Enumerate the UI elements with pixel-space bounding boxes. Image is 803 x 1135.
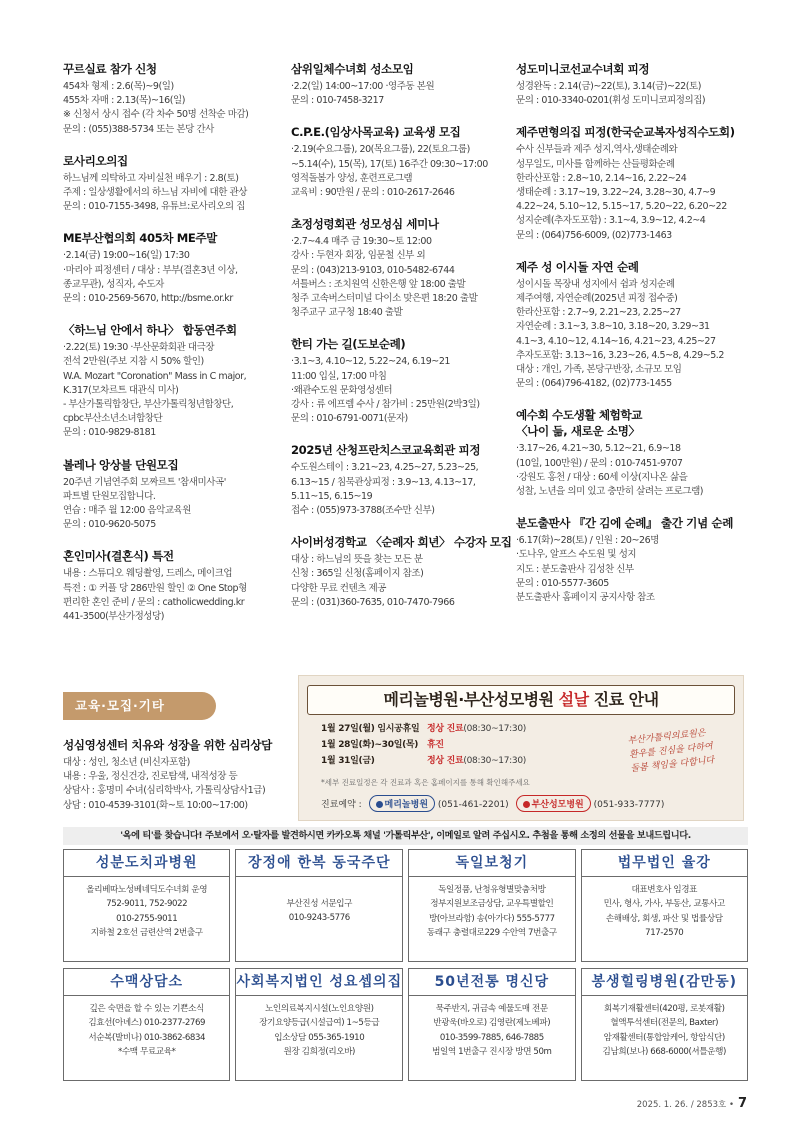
notice-title: 제주 성 이시돌 자연 순례 [516, 259, 639, 274]
business-ad-card [408, 849, 575, 962]
notice-line: 문의 : (064)796-4182, (02)773-1455 [516, 378, 672, 390]
notice-line: 특전 : ① 커플 당 286만원 할인 ② One Stop형 [63, 582, 247, 594]
card-line: 장기요양등급(시설급여) 1~5등급 [259, 1018, 380, 1029]
notice-line: 수도원스테이 : 3.21~23, 4.25~27, 5.23~25, [291, 462, 479, 474]
notice-line: 상담 : 010-4539-3101(화~토 10:00~17:00) [63, 799, 248, 811]
notice-line: 문의 : 010-7155-3498, 유튜브:로사리오의 집 [63, 201, 245, 213]
col1-notice-5 [63, 549, 279, 624]
col1-notice-2 [63, 231, 279, 306]
business-ad-card [63, 849, 230, 962]
col3-notice-4 [516, 516, 748, 605]
card-divider [409, 876, 574, 877]
notice-line: 4.1~3, 4.10~12, 4.14~16, 4.21~23, 4.25~27 [516, 335, 716, 347]
busan-st-mary-logo: 부산성모병원 [516, 795, 591, 812]
notice-line: 수사 신부들과 제주 성지,역사,생태순례와 [516, 144, 678, 156]
card-name: 사회복지법인 성요셉의집 [236, 974, 403, 990]
card-line: 대표변호사 임경표 [631, 885, 698, 895]
card-line: 김남희(보나) 668-6000(셔틀운행) [602, 1046, 726, 1057]
business-ad-card [63, 968, 230, 1081]
notice-line: 주제 : 일상생활에서의 하느님 자비에 대한 관상 [63, 187, 247, 199]
card-body [582, 1002, 747, 1059]
notice-line: 4.22~24, 5.10~12, 5.15~17, 5.20~22, 6.20~22 [516, 201, 727, 213]
business-ad-card [235, 968, 403, 1081]
card-line: 올리베따노성베네딕도수녀회 운영 [86, 885, 208, 895]
notice-line: ·왜관수도원 문화영성센터 [291, 384, 393, 396]
notice-line: 청주교구 교구청 18:40 출발 [291, 307, 403, 319]
card-line: 손해배상, 회생, 파산 및 법률상담 [605, 913, 723, 924]
card-body [64, 883, 229, 940]
ad-row: 1월 27일(월) 임시공휴일 정상 진료(08:30~17:30) [321, 724, 526, 734]
card-divider [582, 876, 747, 877]
notice-line: 문의 : 010-5577-3605 [516, 577, 609, 589]
notice-title: 성도미니코선교수녀회 피정 [516, 62, 650, 76]
notice-subtitle: 〈나이 듦, 새로운 소명〉 [516, 424, 640, 439]
notice-line: 문의 : (064)756-6009, (02)773-1463 [516, 229, 672, 241]
col1-notice-4 [63, 458, 279, 533]
card-line: 반광욱(바오로) 김영란(제노베파) [433, 1018, 551, 1029]
col3-notice-3 [516, 408, 748, 499]
notice-title: 꾸르실료 참가 신청 [63, 62, 157, 76]
notice-line: 문의 : 010-9829-8181 [63, 427, 156, 439]
ad-title: 메리놀병원·부산성모병원 설날 진료 안내 [307, 685, 735, 715]
card-line: 방(아브라함) 송(아가다) 555-5777 [428, 913, 555, 924]
notice-line: ·2.14(금) 19:00~16(일) 17:30 [63, 250, 190, 262]
card-line: 지하철 2호선 금련산역 2번출구 [90, 927, 203, 938]
notice-line: ·3.17~26, 4.21~30, 5.12~21, 6.9~18 [516, 443, 681, 455]
notice-line: ·2.19(수요그룹), 20(목요그룹), 22(토요그룹) [291, 144, 470, 156]
notice-line: 20주년 기념연주회 모짜르트 '참새미사곡' [63, 476, 226, 488]
notice-line: 문의 : (043)213-9103, 010-5482-6744 [291, 264, 455, 276]
card-line: 민사, 형사, 가사, 부동산, 교통사고 [603, 899, 725, 910]
notice-title: 로사리오의집 [63, 153, 128, 168]
col3-notice-0 [516, 62, 748, 108]
card-divider [236, 876, 402, 877]
notice-line: 하느님께 의탁하고 자비실천 배우기 : 2.8(토) [63, 172, 239, 184]
notice-line: 대상 : 개인, 가족, 본당구반장, 소규모 모임 [516, 364, 682, 376]
notice-line: 접수 : (055)973-3788(조수만 신부) [291, 505, 435, 517]
notice-title: C.P.E.(임상사목교육) 교육생 모집 [291, 125, 461, 140]
card-name: 봉생힐링병원(감만동) [591, 974, 738, 990]
notice-line: 441-3500(부산가정성당) [63, 611, 165, 623]
card-name: 장정애 한복 동국주단 [248, 855, 391, 871]
column-2 [291, 62, 512, 627]
notice-title: 성심영성센터 치유와 성장을 위한 심리상담 [63, 738, 272, 752]
notice-line: 교육비 : 90만원 / 문의 : 010-2617-2646 [291, 187, 455, 199]
card-divider [64, 995, 229, 996]
card-line: 부산진성 서문입구 [286, 899, 353, 909]
notice-line: 455차 자매 : 2.13(목)~16(일) [63, 95, 185, 107]
notice-line: 연습 : 매주 월 12:00 음악교육원 [63, 505, 191, 517]
card-name: 수맥상담소 [110, 974, 184, 990]
maryknoll-logo: 메리놀병원 [369, 795, 435, 812]
notice-line: W.A. Mozart "Coronation" Mass in C major, [63, 370, 247, 382]
notice-line: ·마리아 피정센터 / 대상 : 부부(결혼3년 이상, [63, 264, 238, 276]
col2-notice-5 [291, 535, 512, 610]
notice-line: 지도 : 분도출판사 김성찬 신부 [516, 563, 634, 575]
notice-line: 자연순례 : 3.1~3, 3.8~10, 3.18~20, 3.29~31 [516, 321, 710, 333]
card-line: 원장 김희정(리오바) [283, 1046, 355, 1057]
notice-line: 성찰, 노년을 의미 있고 충만히 살려는 프로그램) [516, 486, 704, 498]
notice-line: 내용 : 우울, 정신건강, 진로탐색, 내적성장 등 [63, 771, 238, 783]
notice-title: 2025년 산청프란치스코교육회관 피정 [291, 443, 481, 458]
card-body [409, 883, 574, 940]
card-divider [64, 876, 229, 877]
notice-line: 대상 : 성인, 청소년 (비신자포함) [63, 757, 190, 768]
card-line: 암재활센터(통합암케어, 항암식단) [603, 1032, 725, 1043]
notice-line: ·2.22(토) 19:30 ·부산문화회관 대극장 [63, 342, 215, 354]
notice-mind-counseling [63, 738, 283, 813]
notice-line: 종교무관), 성직자, 수도자 [63, 278, 164, 290]
notice-line: 내용 : 스튜디오 웨딩촬영, 드레스, 메이크업 [63, 568, 233, 580]
notice-title: 초정성령회관 성모성심 세미나 [291, 217, 439, 232]
ad-row: 1월 28일(화)~30일(목) 휴진 [321, 740, 444, 750]
hospital-holiday-ad [298, 675, 744, 821]
col1-notice-1 [63, 154, 279, 215]
notice-title: 삼위일체수녀회 성소모임 [291, 62, 414, 76]
card-divider [582, 995, 747, 996]
col2-notice-1 [291, 125, 504, 200]
col2-notice-0 [291, 62, 504, 108]
column-1 [63, 62, 279, 641]
card-name: 성분도치과병원 [95, 855, 198, 871]
notice-line: 한라산포함 : 2.7~9, 2.21~23, 2.25~27 [516, 307, 681, 319]
page-number: 7 [737, 1096, 747, 1111]
notice-line: - 부산가톨릭합창단, 부산가톨릭청년합창단, [63, 399, 234, 411]
card-body [236, 1002, 402, 1059]
notice-line: 셔틀버스 : 조치원역 신한은행 앞 18:00 출발 [291, 278, 466, 290]
ad-card-grid [63, 849, 748, 1081]
notice-line: ·도나우, 알프스 수도원 및 성지 [516, 549, 637, 561]
ad-row: 1월 31일(금) 정상 진료(08:30~17:30) [321, 756, 526, 766]
card-line: 입소상담 055-365-1910 [274, 1032, 365, 1043]
notice-line: ·3.1~3, 4.10~12, 5.22~24, 6.19~21 [291, 356, 451, 368]
notice-line: 생태순례 : 3.17~19, 3.22~24, 3.28~30, 4.7~9 [516, 187, 716, 199]
notice-line: 문의 : 010-9620-5075 [63, 519, 156, 531]
card-line: 010-3599-7885, 646-7885 [439, 1032, 544, 1043]
card-name: 50년전통 명신당 [434, 974, 550, 990]
notice-line: 11:00 입실, 17:00 마침 [291, 370, 387, 382]
card-line: 묵주반지, 귀금속 예물도매 전문 [435, 1004, 548, 1014]
notice-title: 〈하느님 안에서 하나〉 합동연주회 [63, 323, 237, 338]
business-ad-card [408, 968, 575, 1081]
notice-line: 문의 : (055)388-5734 또는 본당 간사 [63, 123, 214, 135]
card-line: 회복기재활센터(420평, 로봇재활) [603, 1004, 725, 1014]
notice-line: ·2.7~4.4 매주 금 19:30~토 12:00 [291, 236, 432, 248]
notice-title: 한티 가는 길(도보순례) [291, 337, 406, 352]
card-line: 717-2570 [645, 927, 684, 938]
col2-notice-3 [291, 337, 504, 426]
notice-title: 볼레나 앙상블 단원모집 [63, 457, 179, 472]
card-body [64, 1002, 229, 1059]
col3-notice-1 [516, 125, 748, 242]
notice-line: 제주여행, 자연순례(2025년 피정 접수중) [516, 293, 678, 305]
notice-line: 다양한 무료 컨텐츠 제공 [291, 582, 386, 594]
notice-line: 편리한 혼인 준비 / 문의 : catholicwedding.kr [63, 596, 245, 608]
notice-line: 문의 : 010-6791-0071(문자) [291, 413, 408, 425]
col2-notice-4 [291, 443, 504, 518]
card-body [409, 1002, 574, 1059]
card-line: 동래구 충렬대로229 수안역 7번출구 [426, 927, 557, 938]
maryknoll-icon [376, 801, 383, 808]
notice-line: ·강원도 홍천 / 대상 : 60세 이상(지나온 삶을 [516, 471, 688, 483]
col1-notice-0 [63, 62, 279, 137]
notice-line: 파트별 단원모집합니다. [63, 490, 156, 502]
notice-title: ME부산협의회 405차 ME주말 [63, 231, 217, 246]
business-ad-card [235, 849, 403, 962]
card-line: 독일정품, 난청유형별맞춤처방 [438, 885, 546, 895]
notice-line: 분도출판사 홈페이지 공지사항 참조 [516, 592, 655, 604]
notice-line: ·2.2(일) 14:00~17:00 ·영주동 본원 [291, 81, 435, 92]
ad-schedule [321, 721, 526, 769]
notice-line: 강사 : 두현자 회장, 임문철 신부 외 [291, 250, 426, 262]
notice-line: 상담사 : 홍명미 수녀(심리학박사, 가톨릭상담사1급) [63, 785, 266, 797]
card-divider [409, 995, 574, 996]
card-line: 010-9243-5776 [288, 913, 350, 924]
notice-title: 제주면형의집 피정(한국순교복자성직수도회) [516, 125, 735, 140]
notice-line: ~5.14(수), 15(목), 17(토) 16주간 09:30~17:00 [291, 158, 488, 170]
page-footer: 2025. 1. 26. / 2853호 • 7 [636, 1096, 747, 1111]
notice-line: (10일, 100만원) / 문의 : 010-7451-9707 [516, 457, 683, 469]
notice-title: 예수회 수도생활 체험학교 [516, 408, 643, 423]
notice-line: 추자도포함: 3.13~16, 3.23~26, 4.5~8, 4.29~5.2 [516, 349, 724, 361]
card-divider [236, 995, 402, 996]
notice-title: 분도출판사 『간 김에 순례』 출간 기념 순례 [516, 516, 733, 531]
notice-line: 성이시돌 목장내 성지에서 쉼과 성지순례 [516, 278, 675, 290]
notice-line: 성지순례(추자도포함) : 3.1~4, 3.9~12, 4.2~4 [516, 215, 706, 227]
notice-line: K.317(모차르트 대관식 미사) [63, 384, 179, 396]
card-body [582, 883, 747, 940]
notice-title: 혼인미사(결혼식) 특전 [63, 549, 174, 564]
typo-notice-band: '옥에 티'를 찾습니다! 주보에서 오·탈자를 발견하시면 카카오톡 채널 '가톨릭부산', 이메일로 알려 주십시오. 추첨을 통해 소정의 선물을 보내드립니다. [63, 827, 748, 845]
card-line: 010-2755-9011 [116, 913, 178, 924]
notice-line: 강사 : 류 에프렘 수사 / 참가비 : 25만원(2박3일) [291, 399, 480, 411]
notice-line: 문의 : 010-3340-0201(휘성 도미니코피정의집) [516, 95, 706, 107]
col1-notice-3 [63, 323, 279, 440]
card-body [236, 897, 402, 926]
card-line: 서순복(발비나) 010-3862-6834 [88, 1032, 206, 1043]
notice-line: cpbc부산소년소녀합창단 [63, 413, 163, 425]
col3-notice-2 [516, 260, 748, 392]
notice-line: 문의 : 010-2569-5670, http://bsme.or.kr [63, 293, 233, 305]
notice-line: 5.11~15, 6.15~19 [291, 490, 373, 502]
notice-line: ※ 신청서 상시 접수 (각 차수 50명 선착순 마감) [63, 109, 249, 121]
notice-line: 454차 형제 : 2.6(목)~9(일) [63, 81, 174, 92]
notice-line: 전석 2만원(주보 지참 시 50% 할인) [63, 356, 204, 368]
category-tab-education: 교육·모집·기타 [63, 692, 216, 720]
notice-line: 청주 고속버스터미널 다이소 맞은편 18:20 출발 [291, 293, 478, 305]
card-line: 752-9011, 752-9022 [106, 899, 188, 910]
notice-line: 성무일도, 미사를 함께하는 산들평화순례 [516, 158, 675, 170]
card-line: *수맥 무료교육* [117, 1046, 176, 1057]
card-name: 법무법인 율강 [617, 855, 711, 871]
notice-line: 문의 : (031)360-7635, 010-7470-7966 [291, 596, 455, 608]
notice-title: 사이버성경학교 〈순례자 희년〉 수강자 모집 [291, 535, 512, 550]
notice-line: 6.13~15 / 침묵관상피정 : 3.9~13, 4.13~17, [291, 476, 476, 488]
notice-line: 성경완독 : 2.14(금)~22(토), 3.14(금)~22(토) [516, 81, 701, 92]
notice-line: 한라산포함 : 2.8~10, 2.14~16, 2.22~24 [516, 172, 687, 184]
notice-line: 신청 : 365일 신청(홈페이지 참조) [291, 568, 424, 580]
card-line: 깊은 숙면을 할 수 있는 기쁜소식 [89, 1004, 204, 1014]
business-ad-card [581, 849, 748, 962]
column-3 [516, 62, 748, 622]
card-name: 독일보청기 [455, 855, 529, 871]
ad-handwriting: 부산가톨릭의료원은 환우를 진심을 다하여 돌봄 책임을 다합니다 [627, 728, 715, 775]
card-line: 범일역 1번출구 진시장 방면 50m [432, 1046, 552, 1057]
notice-line: ·6.17(화)~28(토) / 인원 : 20~26명 [516, 535, 659, 547]
notice-line: 문의 : 010-7458-3217 [291, 95, 384, 107]
card-line: 김효선(아녜스) 010-2377-2769 [88, 1018, 206, 1029]
card-line: 혈액투석센터(전문의, Baxter) [610, 1018, 719, 1029]
st-mary-icon [523, 801, 530, 808]
business-ad-card [581, 968, 748, 1081]
card-line: 노인의료복지시설(노인요양원) [264, 1004, 374, 1014]
notice-line: 대상 : 하느님의 뜻을 찾는 모든 분 [291, 554, 423, 566]
ad-note: *세부 진료일정은 각 진료과 혹은 홈페이지를 통해 확인해주세요 [321, 778, 530, 787]
ad-reservation: 진료예약 : 메리놀병원 (051-461-2201) 부산성모병원 (051-933-7777) [321, 795, 664, 812]
col2-notice-2 [291, 217, 504, 320]
notice-line: 영적돌봄가 양성, 훈련프로그램 [291, 172, 413, 184]
card-line: 정부지원보조금상담, 교우특별할인 [430, 899, 554, 910]
